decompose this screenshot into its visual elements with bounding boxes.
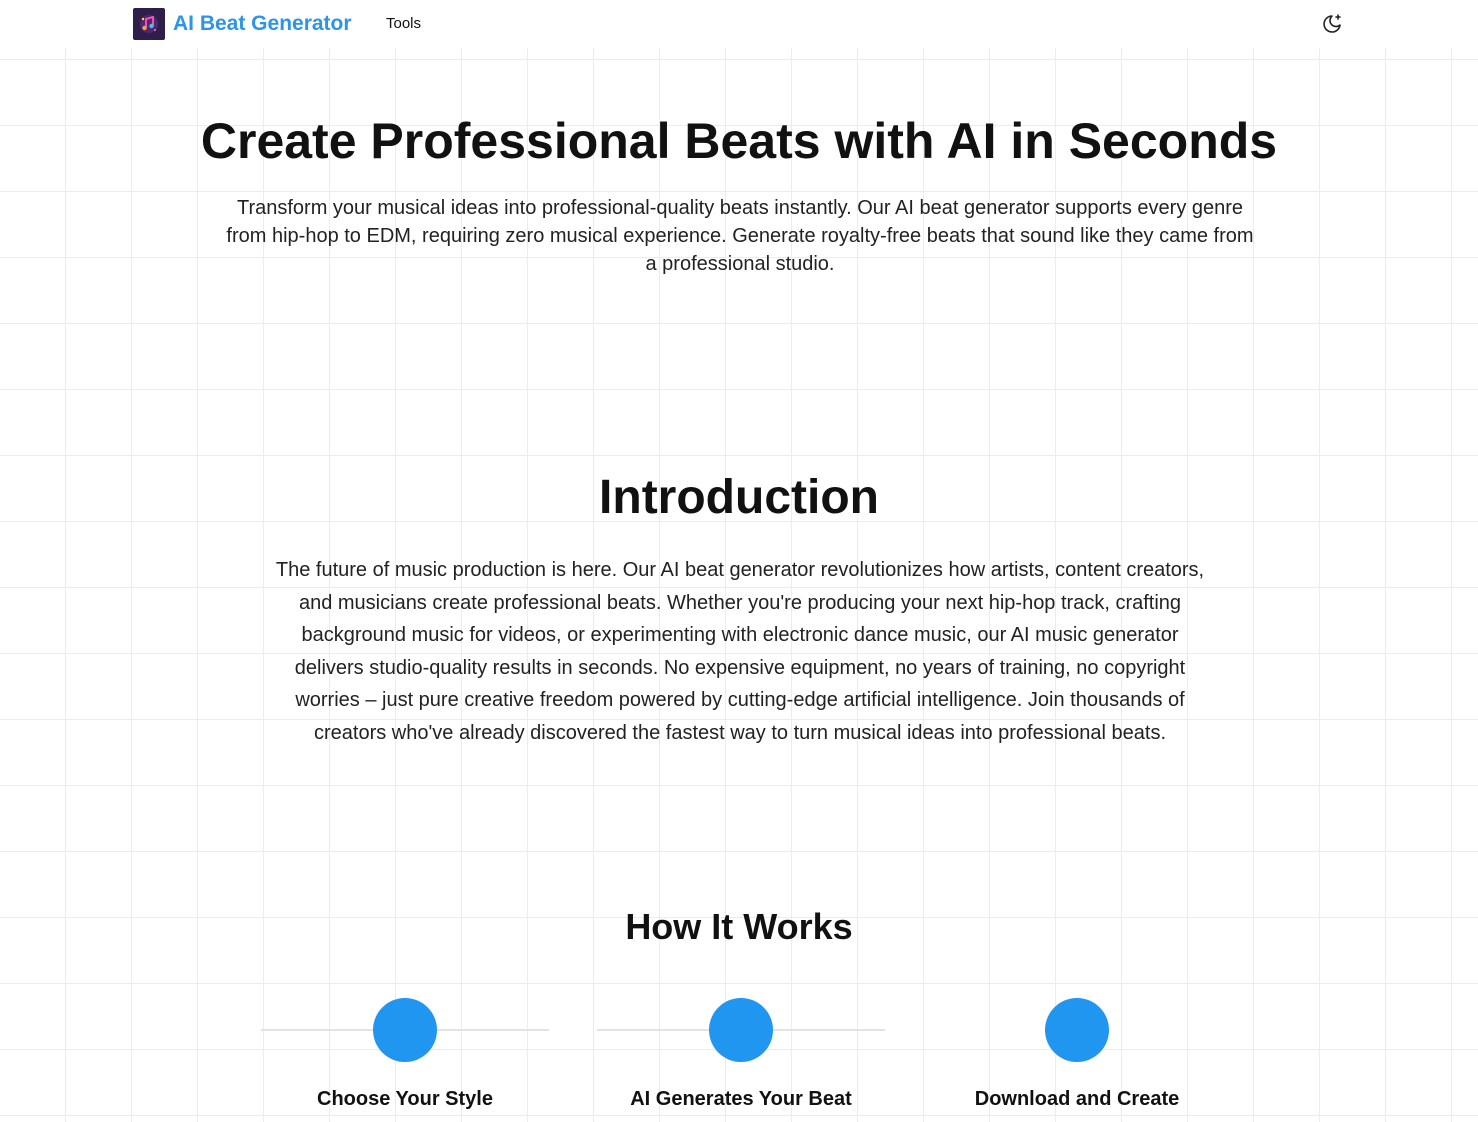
- brand-name: AI Beat Generator: [173, 12, 352, 35]
- step-circle: [1045, 998, 1109, 1062]
- step-circle: [373, 998, 437, 1062]
- step-item: [591, 998, 891, 1111]
- introduction-text: The future of music production is here. Our AI beat generator revolutionizes how artists, content creators, and musicians create professional beats. Whether you're producing your next hip-hop track, crafting background music for videos, or experimenting with electronic dance music, our AI music generator delivers studio-quality results in seconds. No expensive equipment, no years of training, no copyright worries – just pure creative freedom powered by cutting-edge artificial intelligence. Join thousands of creators who've already discovered the fastest way to turn musical ideas into professional beats.: [275, 559, 1205, 744]
- step-circle: [709, 998, 773, 1062]
- step-item: [255, 998, 555, 1111]
- how-it-works-heading: How It Works: [625, 906, 853, 947]
- nav-tools-link[interactable]: Tools: [386, 15, 422, 32]
- music-note-icon: [133, 8, 165, 40]
- navbar: [0, 0, 1478, 48]
- hero-title: Create Professional Beats with AI in Seconds: [200, 113, 1278, 169]
- introduction-heading: Introduction: [599, 471, 879, 524]
- step-title: Download and Create: [974, 1088, 1180, 1110]
- step-title: Choose Your Style: [317, 1088, 493, 1110]
- moon-sparkle-icon[interactable]: [1320, 12, 1344, 36]
- step-item: [927, 998, 1227, 1111]
- hero-subtitle: Transform your musical ideas into professional-quality beats instantly. Our AI beat generator supports every genre from hip-hop to EDM, requiring zero musical experience. Generate royalty-free beats that sound like they came from a professional studio.: [226, 197, 1254, 275]
- brand-link[interactable]: [133, 8, 352, 40]
- step-title: AI Generates Your Beat: [630, 1088, 852, 1110]
